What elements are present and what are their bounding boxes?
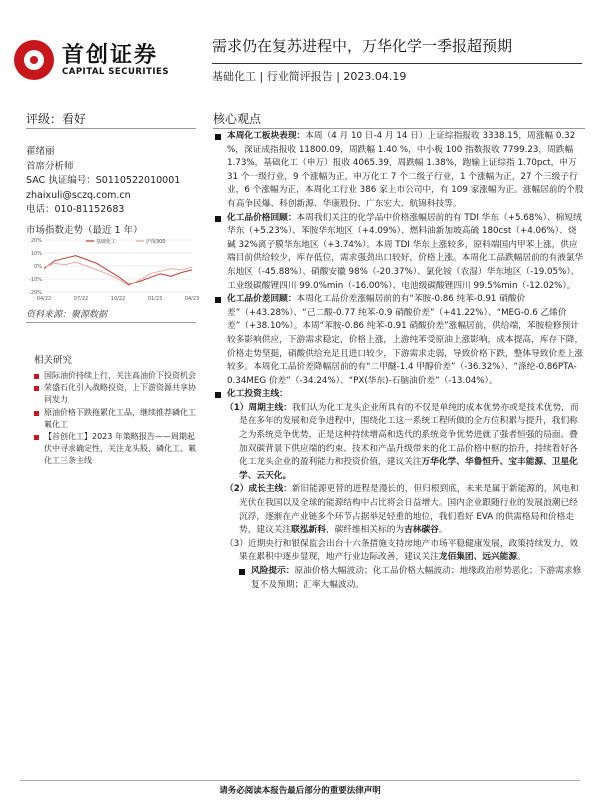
related-item[interactable]: 原油价格下跌拖累化工品，继续推荐磷化工氟化工 — [34, 407, 199, 431]
logo-mark-icon — [14, 40, 54, 80]
logo-cn: 首创证券 — [62, 43, 159, 68]
series-line-1 — [44, 262, 192, 285]
legend-label: 基础化工 — [96, 239, 117, 245]
point-cycle-text: 我们认为化工龙头企业所具有的不仅是单纯的成本优势亦或是技术优势，而是在多年的发展和竞争进程中，围绕化工这一系统工程所做的全方位积累与提升，我们称之为系统竞争优势，正是这种持续增高和迭代的系统竞争优势进就了强者恒强的局面。叠加双碳背景下供应端的约束、技术和产品升级带来的化工品价格中枢的抬升，持续看好各化工龙头企业的盈利能力和投资价值，建议关注 — [239, 402, 579, 468]
x-tick-label: 10/22 — [110, 296, 126, 302]
chart-divider — [26, 322, 196, 323]
series-line-0 — [44, 256, 192, 285]
related-title: 相关研究 — [34, 355, 73, 366]
logo-en: CAPITAL SECURITIES — [62, 67, 169, 77]
chart-legend — [86, 238, 166, 245]
analyst-sac: SAC 执证编号：S0110522010001 — [26, 175, 181, 187]
point-growth-text: 新旧能源更替的进程是漫长的，但归根到底，未来是属于新能源的，风电和光伏在我国以及全球的能源结构中占比将会日益增大。国内企业跟随行业的发展浪潮已经沉浮，逐渐在产业链多个环节占据举足轻重的地位，我们看好 EVA 的供需格局和价格走势，建议关注 — [239, 484, 579, 536]
legal-footer: 请务必阅读本报告最后部分的重要法律声明 — [219, 786, 381, 796]
analyst-phone: 电话：010-81152683 — [26, 204, 125, 216]
point-cycle — [213, 402, 585, 484]
chart-title: 市场指数走势（最近 1 年） — [26, 225, 143, 236]
x-tick-label: 04/23 — [184, 296, 200, 302]
point-growth-pick1: 联泓新科 — [291, 525, 326, 536]
x-tick-label: 07/22 — [73, 296, 89, 302]
analyst-name: 翟绪丽 — [26, 146, 55, 157]
rating-label: 评级： — [26, 112, 63, 126]
header-divider — [212, 63, 582, 64]
section-market-text: 本周（4 月 10 日-4 月 14 日）上证综指报收 3338.15，周涨幅 0.32 %，深证成指报收 11800.09，周跌幅 1.40 %，中小板 100 指数报收 7799.23，周跌幅 1.73%，基础化工（申万）报收 4065.39，周跌幅 1.38%，跑输上证综指 1.70pct，申万 31 个一级行业，9 个涨幅为正，申万化工 7 个二级子行业，1 个涨幅为正，27 个三级子行业，6 个涨幅为正，本周化工行业 386 家上市公司中，有 109 家涨幅为正。涨幅居前的个股有高争民爆、科创新源、华康股份、广东宏大、航锦科技等。 — [227, 131, 584, 209]
section-price-head: 化工品价格回顾： — [227, 212, 297, 223]
section-spread — [213, 293, 585, 388]
risk-head: 风险提示： — [251, 566, 295, 576]
y-tick-label: 10% — [30, 251, 42, 257]
market-index-chart — [26, 236, 200, 304]
y-tick-label: -10% — [29, 277, 42, 283]
section-market — [213, 130, 585, 212]
section-spread-text: 本周化工品价差涨幅居前的有“苯胺-0.86 纯苯-0.91 硝酸价差”（+43.28%）、“己二酸-0.77 纯苯-0.9 硝酸价差”（+41.22%）、“MEG-0.6 乙烯价差”（+38.10%）。本周“苯胺-0.86 纯苯-0.91 硝酸价差”涨幅居前，供给端，苯胺检修预计较多影响供应，下游需求稳定，价格上涨，上游纯苯受原油上涨影响，成本提高，库存下降，价格走势坚挺，硝酸供给充足且进口较少，下游需求走弱，导致价格下跌，整体导致价差上涨较多。本周化工品价差降幅居前的有“二甲醚-1.4 甲醇价差”（-36.32%）、“涤纶-0.86PTA-0.34MEG 价差”（-34.24%）、“PX(华东)-石脑油价差”（-13.04%）。 — [227, 294, 584, 386]
point-cycle-picks: 万华化学、华鲁恒升、宝丰能源、卫星化学、云天化。 — [239, 457, 578, 481]
report-subtitle: 基础化工 | 行业简评报告 | 2023.04.19 — [212, 70, 407, 83]
section-market-head: 本周化工板块表现： — [227, 131, 306, 141]
related-item[interactable]: 国际油价持续上行，关注高油价下投资机会 — [34, 370, 199, 382]
point-property — [213, 538, 585, 565]
chart-grid — [44, 240, 192, 292]
related-item[interactable]: 荣盛石化引入战略投资，上下游资源共享协同发力 — [34, 382, 199, 406]
analyst-info — [26, 145, 180, 218]
rating-value: 看好 — [62, 112, 87, 126]
point-property-picks: 龙佰集团、远兴能源 — [438, 552, 517, 563]
section-spread-head: 化工品价差回顾： — [227, 294, 297, 305]
rating-divider — [26, 128, 196, 129]
risk-note — [213, 565, 585, 592]
company-logo — [14, 38, 204, 82]
y-tick-label: 0% — [34, 264, 42, 270]
legend-label: 沪深300 — [146, 239, 166, 245]
core-title: 核心观点 — [213, 112, 262, 126]
y-tick-label: 20% — [30, 238, 42, 244]
x-tick-label: 01/23 — [147, 296, 163, 302]
x-tick-label: 04/22 — [36, 296, 52, 302]
core-divider — [213, 128, 585, 129]
point-growth-end: 。 — [438, 525, 448, 536]
chart-labels — [29, 238, 199, 302]
rating — [26, 110, 86, 127]
core-views — [213, 130, 585, 592]
chart-lines — [44, 256, 192, 286]
risk-text: 原油价格大幅波动；化工品价格大幅波动；地缘政治形势恶化；下游需求修复不及预期；汇率大幅波动。 — [251, 566, 582, 590]
point-property-end: 。 — [517, 552, 526, 563]
point-property-text: （3）近期央行和银保监会出台十六条措施支持房地产市场平稳健康发展，政策持续发力，效果在累积中逐步显现，地产行业边际改善，建议关注 — [225, 538, 579, 563]
footer-divider — [20, 780, 580, 781]
point-growth — [213, 483, 585, 537]
section-invest — [213, 388, 585, 402]
section-price-text: 本周我们关注的化学品中价格涨幅居前的有 TDI 华东（+5.68%）、棉短绒华东（+5.23%）、苯胺华东地区（+4.09%）、燃料油新加坡高硫 180cst（+4.06%）、烧碱 32%离子膜华东地区（+3.74%）。本周 TDI 华东上涨较多，原料端国内甲苯上涨，供应端目前供给较少，库存低位，需求强劲出口较好，价格上涨。本周化工品跌幅居前的有液氯华东地区（-45.88%）、硝酸安徽 98%（-20.37%）、氯化铵（农湿）华东地区（-19.05%）、工业级碳酸锂四川 99.0%min（-16.00%）、电池级碳酸锂四川 99.5%min（-12.02%）。 — [227, 212, 584, 291]
chart-source: 资料来源：聚源数据 — [26, 310, 108, 320]
y-tick-label: -20% — [29, 290, 42, 296]
related-list — [34, 370, 199, 468]
section-invest-head: 化工投资主线： — [227, 389, 288, 400]
report-title: 需求仍在复苏进程中，万华化学一季报超预期 — [212, 37, 513, 55]
section-price — [213, 212, 585, 294]
point-growth-mid: ，碳纤维相关标的为 — [325, 525, 405, 536]
point-growth-pick2: 吉林碳谷 — [404, 525, 439, 536]
analyst-role: 首席分析师 — [26, 160, 74, 172]
analyst-email[interactable]: zhaixuli@sczq.com.cn — [26, 189, 131, 201]
point-growth-head: （2）成长主线： — [225, 484, 292, 495]
point-cycle-head: （1）周期主线： — [225, 402, 292, 413]
related-item[interactable]: 【首创化工】2023 年策略报告——周期起伏中寻求确定性，关注龙头股、磷化工、氟化工三条主线 — [34, 431, 199, 468]
